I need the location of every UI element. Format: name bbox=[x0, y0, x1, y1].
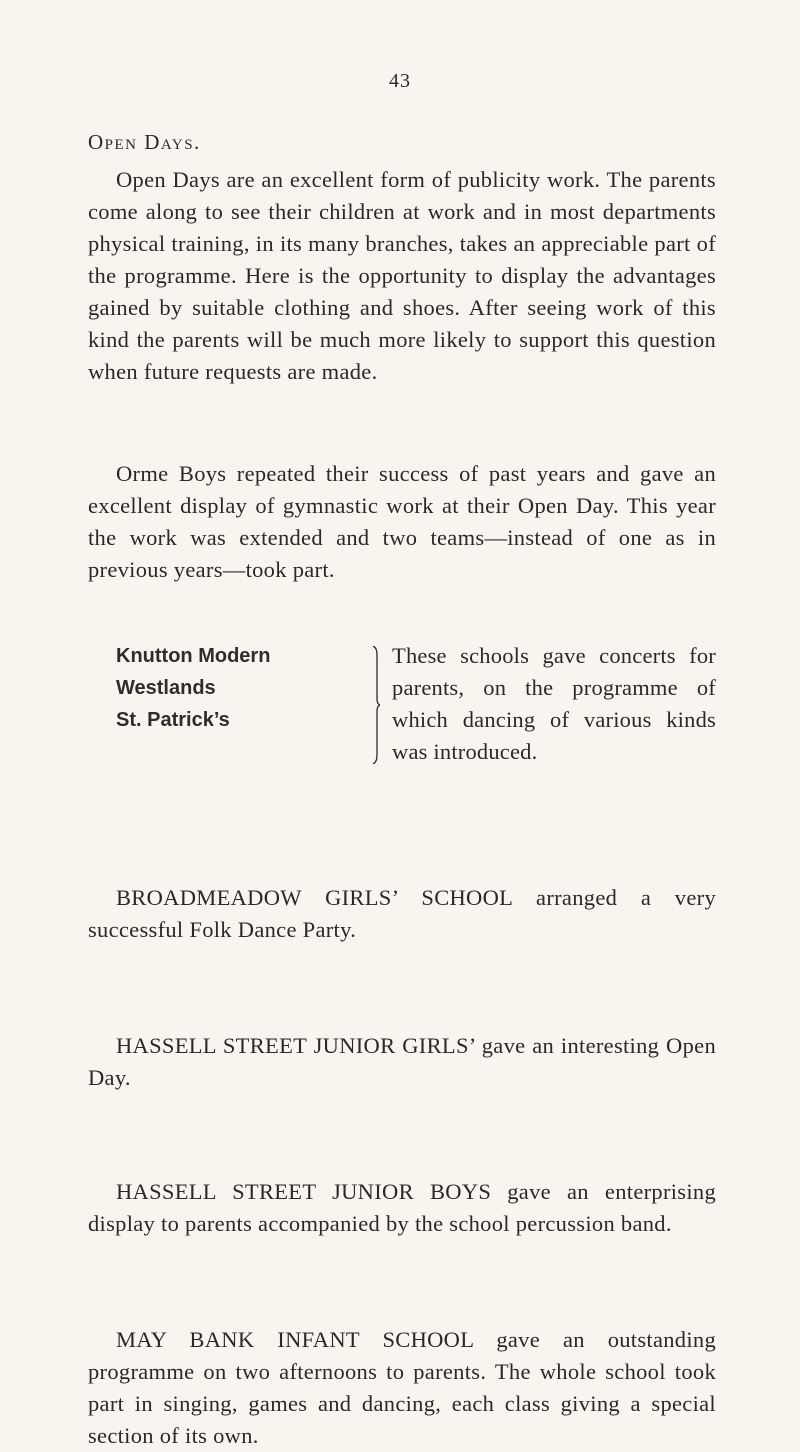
school-name: Knutton Modern bbox=[116, 645, 271, 667]
schools-concerts-note: These schools gave concerts for parents, on the programme of which dancing of various kinds was introduced. bbox=[392, 643, 716, 764]
school-list bbox=[116, 640, 270, 736]
brace-icon bbox=[372, 646, 380, 764]
school-name: St. Patrick’s bbox=[116, 709, 230, 731]
schools-concerts-block bbox=[116, 640, 716, 780]
paragraph-open-days: Open Days are an excellent form of publicity work. The parents come along to see their children at work and in most departments physical training, in its many branches, takes an appreciable part of the programme. Here is the opportunity to display the advantages gained by suitable clothing and shoes. After seeing work of this kind the parents will be much more likely to support this question when future requests are made. bbox=[88, 167, 716, 384]
paragraph-may-bank: MAY BANK INFANT SCHOOL gave an outstanding programme on two afternoons to parents. The whole school took part in singing, games and dancing, each class giving a special section of its own. bbox=[88, 1327, 716, 1448]
paragraph-broadmeadow: BROADMEADOW GIRLS’ SCHOOL arranged a very successful Folk Dance Party. bbox=[88, 885, 716, 942]
page-number: 43 bbox=[389, 70, 411, 92]
paragraph-hassell-boys: HASSELL STREET JUNIOR BOYS gave an enterprising display to parents accompanied by the school percussion band. bbox=[88, 1179, 716, 1236]
paragraph-hassell-girls: HASSELL STREET JUNIOR GIRLS’ gave an interesting Open Day. bbox=[88, 1033, 716, 1090]
paragraph-orme-boys: Orme Boys repeated their success of past years and gave an excellent display of gymnastic work at their Open Day. This year the work was extended and two teams—instead of one as in previous years—took part. bbox=[88, 461, 716, 582]
section-heading: Open Days. bbox=[88, 130, 201, 154]
school-name: Westlands bbox=[116, 677, 216, 699]
